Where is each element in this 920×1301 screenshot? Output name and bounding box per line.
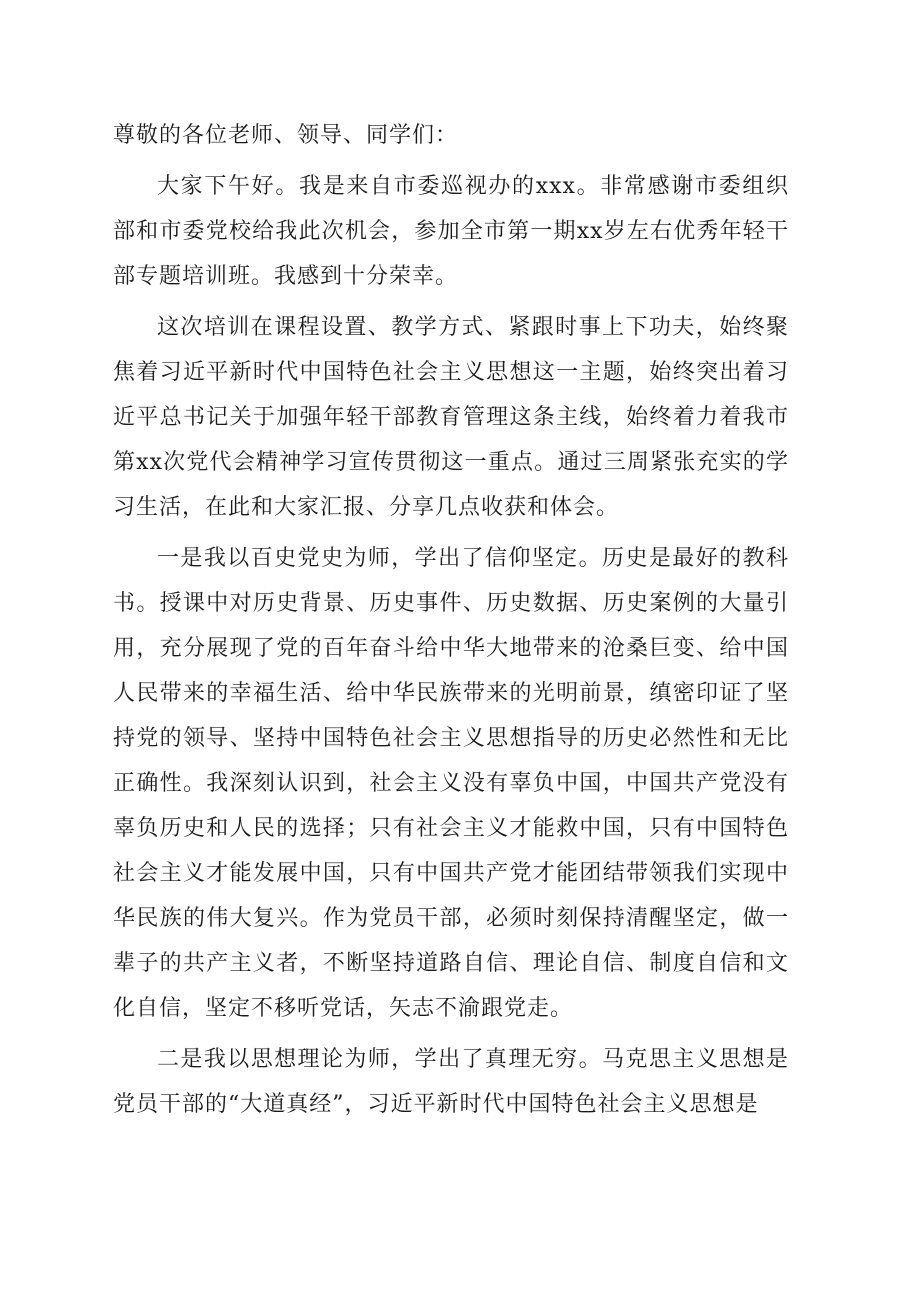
salutation: 尊敬的各位老师、领导、同学们： (113, 123, 459, 148)
paragraph-point-one: 一是我以百史党史为师，学出了信仰坚定。历史是最好的教科书。授课中对历史背景、历史事件、历史数据、历史案例的大量引用，充分展现了党的百年奋斗给中华大地带来的沧桑巨变、给中国人民带来的幸福生活、给中华民族带来的光明前景，缜密印证了坚持党的领导、坚持中国特色社会主义思想指导的历史必然性和无比正确性。我深刻认识到，社会主义没有辜负中国，中国共产党没有辜负历史和人民的选择；只有社会主义才能救中国，只有中国特色社会主义才能发展中国，只有中国共产党才能团结带领我们实现中华民族的伟大复兴。作为党员干部，必须时刻保持清醒坚定，做一辈子的共产主义者，不断坚持道路自信、理论自信、制度自信和文化自信，坚定不移听党话，矢志不渝跟党走。 (113, 546, 789, 1021)
paragraph-point-two: 二是我以思想理论为师，学出了真理无穷。马克思主义思想是党员干部的“大道真经”，习近平新时代中国特色社会主义思想是 (113, 1047, 789, 1117)
paragraph-greeting: 大家下午好。我是来自市委巡视办的xxx。非常感谢市委组织部和市委党校给我此次机会，参加全市第一期xx岁左右优秀年轻干部专题培训班。我感到十分荣幸。 (113, 174, 789, 289)
paragraph-training-overview: 这次培训在课程设置、教学方式、紧跟时事上下功夫，始终聚焦着习近平新时代中国特色社会主义思想这一主题，始终突出着习近平总书记关于加强年轻干部教育管理这条主线，始终着力着我市第xx次党代会精神学习宣传贯彻这一重点。通过三周紧张充实的学习生活，在此和大家汇报、分享几点收获和体会。 (113, 315, 789, 520)
document-body (113, 113, 789, 1133)
